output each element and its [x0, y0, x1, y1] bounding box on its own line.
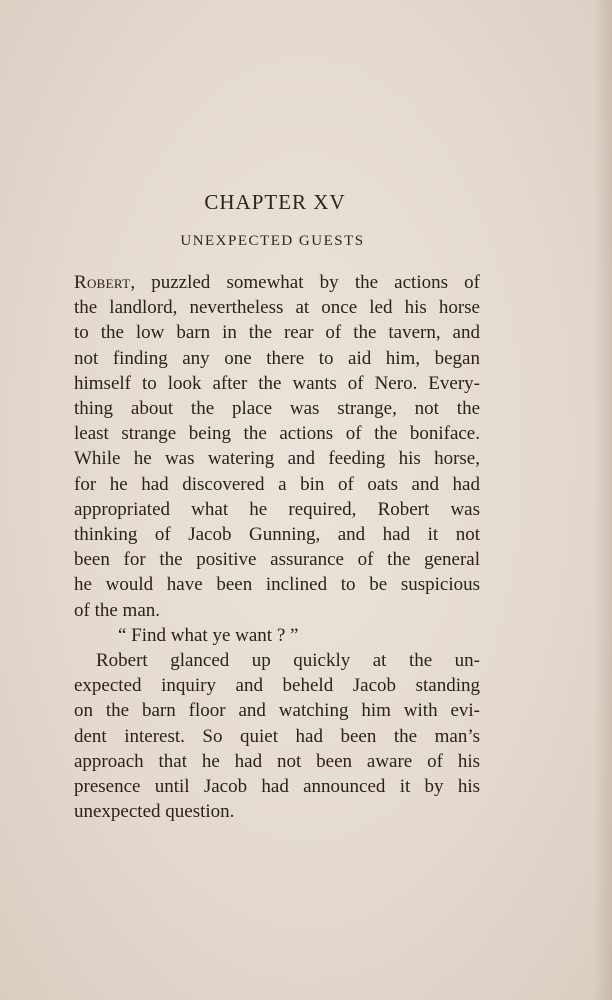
- text-line: Robert glanced up quickly at the un-: [96, 650, 480, 672]
- text-line: the landlord, nevertheless at once led his horse: [74, 297, 480, 319]
- text-line: expected inquiry and beheld Jacob standing: [74, 675, 480, 697]
- text-line: [74, 270, 480, 295]
- text-line: appropriated what he required, Robert was: [74, 498, 480, 520]
- text-line: he would have been inclined to be suspicious: [74, 574, 480, 596]
- paragraph-3: [74, 648, 480, 824]
- text-line: for he had discovered a bin of oats and had: [74, 473, 480, 495]
- text-line-content: , puzzled somewhat by the actions of: [130, 272, 480, 293]
- text-line: unexpected question.: [74, 801, 235, 823]
- text-line: of the man.: [74, 599, 161, 621]
- text-line: to the low barn in the rear of the tavern, and: [74, 322, 480, 344]
- paragraph-1: [74, 270, 480, 623]
- text-line: While he was watering and feeding his horse,: [74, 448, 480, 470]
- text-line: presence until Jacob had announced it by his: [74, 776, 480, 798]
- chapter-number-heading: CHAPTER XV: [204, 190, 346, 214]
- chapter-title: UNEXPECTED GUESTS: [180, 233, 365, 249]
- text-line: been for the positive assurance of the general: [74, 549, 480, 571]
- chapter-body: [74, 270, 480, 824]
- text-line: not finding any one there to aid him, began: [74, 347, 480, 369]
- text-line: least strange being the actions of the boniface.: [74, 423, 480, 445]
- text-line: “ Find what ye want ? ”: [118, 624, 299, 646]
- text-line: himself to look after the wants of Nero. Every-: [74, 372, 480, 394]
- text-line: thinking of Jacob Gunning, and had it not: [74, 524, 480, 546]
- text-line: thing about the place was strange, not the: [74, 398, 480, 420]
- page-edge-shadow: [594, 0, 612, 1000]
- text-line: approach that he had not been aware of his: [74, 750, 480, 772]
- text-line: dent interest. So quiet had been the man’s: [74, 725, 480, 747]
- lead-word: Robert: [74, 272, 131, 293]
- text-line: on the barn floor and watching him with evi-: [74, 700, 480, 722]
- paragraph-2: [74, 623, 480, 648]
